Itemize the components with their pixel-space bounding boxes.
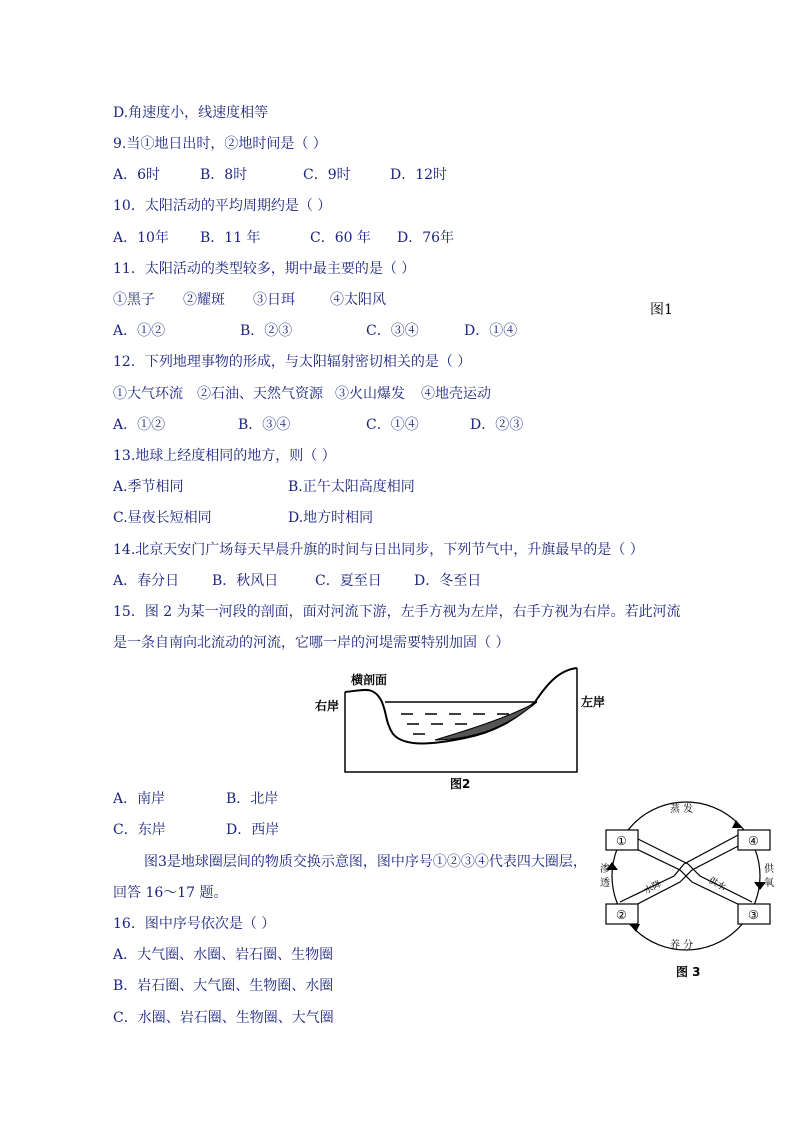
q9-stem: 9.当①地日出时，②地时间是（ ） — [113, 136, 327, 152]
q15-option-b: B．北岸 — [226, 791, 279, 807]
fig3-diag-left-label: 水降 — [642, 879, 664, 897]
fig3-left-label-2: 透 — [600, 878, 610, 889]
q10-option-b: B．11 年 — [200, 230, 261, 246]
q10-option-c: C．60 年 — [310, 230, 371, 246]
q9-option-d: D．12时 — [390, 167, 448, 183]
q13-option-d: D.地方时相同 — [288, 510, 374, 526]
q16-option-b: B．岩石圈、大气圈、生物圈、水圈 — [113, 978, 334, 994]
q11-option-a: A．①② — [113, 323, 166, 339]
fig3-box-1: ① — [616, 834, 627, 848]
fig3-sphere-exchange-diagram — [596, 790, 780, 985]
fig2-right-bank-label: 右岸 — [315, 699, 340, 713]
q11-option-b: B．②③ — [240, 323, 293, 339]
q14-option-c: C．夏至日 — [315, 573, 382, 589]
q9-option-b: B．8时 — [200, 167, 248, 183]
q15-option-a: A．南岸 — [113, 791, 166, 807]
q12-option-d: D．②③ — [470, 417, 524, 433]
intro16-line2: 回答 16～17 题。 — [113, 885, 228, 901]
q15-stem-line2: 是一条自南向北流动的河流，它哪一岸的河堤需要特别加固（ ） — [113, 635, 510, 651]
q14-option-a: A．春分日 — [113, 573, 180, 589]
q9-option-c: C．9时 — [303, 167, 351, 183]
q8-option-d: D.角速度小，线速度相等 — [113, 105, 269, 121]
q15-option-c: C．东岸 — [113, 822, 166, 838]
q16-stem: 16．图中序号依次是（ ） — [113, 916, 276, 932]
q14-stem: 14.北京天安门广场每天早晨升旗的时间与日出同步，下列节气中，升旗最早的是（ ） — [113, 542, 644, 558]
fig2-label: 图2 — [450, 777, 471, 791]
fig1-label: 图1 — [650, 302, 673, 318]
q14-option-d: D．冬至日 — [414, 573, 482, 589]
q15-stem-line1: 15．图 2 为某一河段的剖面，面对河流下游，左手方视为左岸，右手方视为右岸。若此河流 — [113, 604, 681, 620]
intro16-line1: 图3是地球圈层间的物质交换示意图，图中序号①②③④代表四大圈层， — [144, 854, 587, 870]
fig3-label: 图 3 — [676, 965, 701, 979]
q15-option-d: D．西岸 — [226, 822, 280, 838]
q13-option-a: A.季节相同 — [113, 479, 184, 495]
q11-item-4: ④太阳风 — [330, 292, 386, 308]
q12-stem: 12．下列地理事物的形成，与太阳辐射密切相关的是（ ） — [113, 354, 472, 370]
q13-option-c: C.昼夜长短相同 — [113, 510, 212, 526]
q9-option-a: A．6时 — [113, 167, 161, 183]
q14-option-b: B．秋风日 — [212, 573, 279, 589]
q11-item-3: ③日珥 — [253, 292, 295, 308]
q12-item-3: ③火山爆发 — [335, 386, 405, 402]
fig3-top-label: 蒸 发 — [670, 804, 694, 815]
q11-item-2: ②耀斑 — [183, 292, 225, 308]
fig2-left-bank-label: 左岸 — [581, 695, 606, 709]
q12-item-4: ④地壳运动 — [421, 386, 491, 402]
fig3-box-4: ④ — [748, 834, 759, 848]
q13-stem: 13.地球上经度相同的地方，则（ ） — [113, 448, 336, 464]
q12-item-1: ①大气环流 — [113, 386, 183, 402]
q12-option-a: A．①② — [113, 417, 166, 433]
fig3-right-label-1: 供 — [764, 864, 774, 875]
fig3-box-2: ② — [616, 908, 627, 922]
fig3-bottom-label: 养 分 — [670, 940, 694, 951]
q11-stem: 11．太阳活动的类型较多，期中最主要的是（ ） — [113, 261, 416, 277]
q12-option-b: B．③④ — [238, 417, 291, 433]
q12-item-2: ②石油、天然气资源 — [197, 386, 323, 402]
q16-option-a: A．大气圈、水圈、岩石圈、生物圈 — [113, 947, 334, 963]
fig2-title: 横剖面 — [351, 673, 388, 687]
q10-option-d: D．76年 — [397, 230, 455, 246]
fig3-right-label-2: 氧 — [764, 878, 774, 889]
q16-option-c: C．水圈、岩石圈、生物圈、大气圈 — [113, 1010, 334, 1026]
q13-option-b: B.正午太阳高度相同 — [288, 479, 415, 495]
fig3-diag-right-label: 供水 — [706, 875, 728, 894]
q12-option-c: C．①④ — [366, 417, 419, 433]
q11-option-c: C．③④ — [366, 323, 419, 339]
q11-option-d: D．①④ — [464, 323, 518, 339]
fig2-river-cross-section — [315, 662, 615, 792]
q10-stem: 10．太阳活动的平均周期约是（ ） — [113, 198, 332, 214]
fig3-left-label-1: 渗 — [600, 864, 610, 875]
q10-option-a: A．10年 — [113, 230, 169, 246]
fig3-box-3: ③ — [748, 908, 759, 922]
q11-item-1: ①黑子 — [113, 292, 155, 308]
